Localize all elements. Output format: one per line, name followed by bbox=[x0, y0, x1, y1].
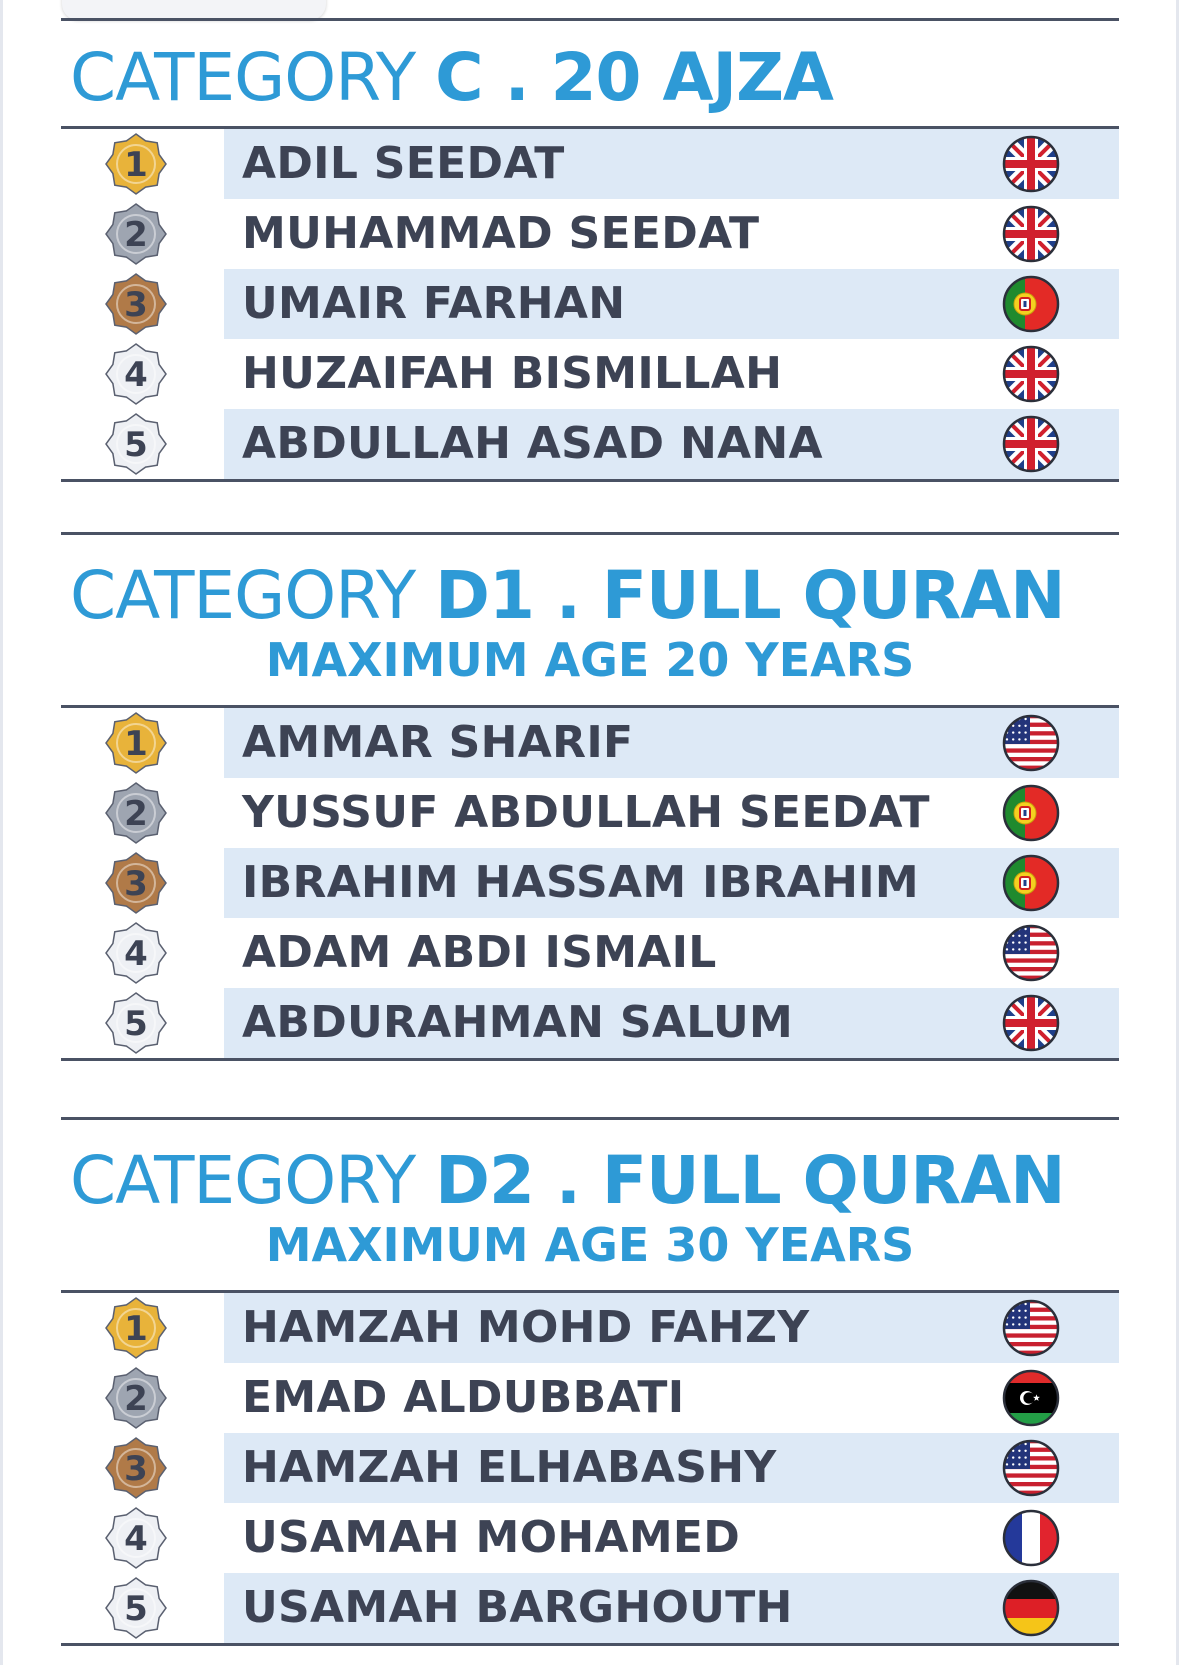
rank-1-medal-icon bbox=[105, 133, 167, 195]
rank-4-medal-icon bbox=[105, 1507, 167, 1569]
result-row bbox=[61, 918, 1119, 988]
united-kingdom-flag-icon bbox=[1002, 345, 1060, 403]
medal-rank-number: 5 bbox=[124, 425, 148, 465]
contestant-name: UMAIR FARHAN bbox=[242, 278, 626, 329]
section-top-rule bbox=[61, 1117, 1119, 1120]
results-bottom-rule bbox=[61, 479, 1119, 482]
contestant-name: IBRAHIM HASSAM IBRAHIM bbox=[242, 857, 919, 908]
category-title-label: CATEGORY bbox=[70, 557, 416, 634]
results-bottom-rule bbox=[61, 1643, 1119, 1646]
medal-rank-number: 3 bbox=[124, 1449, 148, 1489]
category-title bbox=[70, 1143, 1065, 1219]
result-row bbox=[61, 1363, 1119, 1433]
rank-5-medal-icon bbox=[105, 1577, 167, 1639]
medal-rank-number: 4 bbox=[124, 1519, 148, 1559]
germany-flag-icon bbox=[1002, 1579, 1060, 1637]
category-subtitle: MAXIMUM AGE 20 YEARS bbox=[265, 633, 915, 687]
category-title-label: CATEGORY bbox=[70, 1142, 416, 1219]
medal-rank-number: 5 bbox=[124, 1004, 148, 1044]
portugal-flag-icon bbox=[1002, 275, 1060, 333]
rank-3-medal-icon bbox=[105, 1437, 167, 1499]
portugal-flag-icon bbox=[1002, 854, 1060, 912]
section-top-rule bbox=[61, 532, 1119, 535]
rank-4-medal-icon bbox=[105, 922, 167, 984]
medal-rank-number: 4 bbox=[124, 934, 148, 974]
category-title-label: CATEGORY bbox=[70, 39, 416, 116]
united-states-flag-icon bbox=[1002, 1299, 1060, 1357]
medal-rank-number: 3 bbox=[124, 864, 148, 904]
rank-5-medal-icon bbox=[105, 992, 167, 1054]
results-list bbox=[61, 1293, 1119, 1643]
rank-1-medal-icon bbox=[105, 712, 167, 774]
result-row bbox=[61, 1503, 1119, 1573]
contestant-name: USAMAH BARGHOUTH bbox=[242, 1582, 793, 1633]
medal-rank-number: 2 bbox=[124, 1379, 148, 1419]
results-list bbox=[61, 129, 1119, 479]
contestant-name: EMAD ALDUBBATI bbox=[242, 1372, 685, 1423]
result-row bbox=[61, 778, 1119, 848]
united-kingdom-flag-icon bbox=[1002, 135, 1060, 193]
results-bottom-rule bbox=[61, 1058, 1119, 1061]
rank-3-medal-icon bbox=[105, 852, 167, 914]
category-title-name: C . 20 AJZA bbox=[435, 39, 834, 116]
result-row bbox=[61, 848, 1119, 918]
medal-rank-number: 1 bbox=[124, 1309, 148, 1349]
result-row bbox=[61, 129, 1119, 199]
united-kingdom-flag-icon bbox=[1002, 205, 1060, 263]
category-title-name: D2 . FULL QURAN bbox=[435, 1142, 1065, 1219]
libya-flag-icon bbox=[1002, 1369, 1060, 1427]
medal-rank-number: 3 bbox=[124, 285, 148, 325]
result-row bbox=[61, 269, 1119, 339]
medal-rank-number: 1 bbox=[124, 145, 148, 185]
result-row bbox=[61, 339, 1119, 409]
united-states-flag-icon bbox=[1002, 924, 1060, 982]
category-title-name: D1 . FULL QURAN bbox=[435, 557, 1065, 634]
contestant-name: USAMAH MOHAMED bbox=[242, 1512, 741, 1563]
contestant-name: ADAM ABDI ISMAIL bbox=[242, 927, 717, 978]
rank-2-medal-icon bbox=[105, 1367, 167, 1429]
contestant-name: YUSSUF ABDULLAH SEEDAT bbox=[242, 787, 930, 838]
rank-2-medal-icon bbox=[105, 782, 167, 844]
contestant-name: ABDURAHMAN SALUM bbox=[242, 997, 794, 1048]
medal-rank-number: 4 bbox=[124, 355, 148, 395]
france-flag-icon bbox=[1002, 1509, 1060, 1567]
united-states-flag-icon bbox=[1002, 714, 1060, 772]
rank-2-medal-icon bbox=[105, 203, 167, 265]
portugal-flag-icon bbox=[1002, 784, 1060, 842]
rank-4-medal-icon bbox=[105, 343, 167, 405]
united-states-flag-icon bbox=[1002, 1439, 1060, 1497]
medal-rank-number: 5 bbox=[124, 1589, 148, 1629]
contestant-name: HUZAIFAH BISMILLAH bbox=[242, 348, 783, 399]
contestant-name: ABDULLAH ASAD NANA bbox=[242, 418, 823, 469]
section-top-rule bbox=[61, 18, 1119, 21]
united-kingdom-flag-icon bbox=[1002, 994, 1060, 1052]
left-edge bbox=[0, 0, 3, 1665]
rank-5-medal-icon bbox=[105, 413, 167, 475]
contestant-name: AMMAR SHARIF bbox=[242, 717, 634, 768]
contestant-name: HAMZAH MOHD FAHZY bbox=[242, 1302, 810, 1353]
result-row bbox=[61, 1433, 1119, 1503]
result-row bbox=[61, 409, 1119, 479]
rank-1-medal-icon bbox=[105, 1297, 167, 1359]
united-kingdom-flag-icon bbox=[1002, 415, 1060, 473]
result-row bbox=[61, 1573, 1119, 1643]
top-card-tab bbox=[62, 0, 326, 20]
result-row bbox=[61, 1293, 1119, 1363]
category-title bbox=[70, 558, 1065, 634]
rank-3-medal-icon bbox=[105, 273, 167, 335]
contestant-name: HAMZAH ELHABASHY bbox=[242, 1442, 777, 1493]
medal-rank-number: 2 bbox=[124, 215, 148, 255]
results-list bbox=[61, 708, 1119, 1058]
medal-rank-number: 1 bbox=[124, 724, 148, 764]
result-row bbox=[61, 988, 1119, 1058]
medal-rank-number: 2 bbox=[124, 794, 148, 834]
contestant-name: MUHAMMAD SEEDAT bbox=[242, 208, 760, 259]
result-row bbox=[61, 199, 1119, 269]
category-title bbox=[70, 40, 833, 116]
contestant-name: ADIL SEEDAT bbox=[242, 138, 565, 189]
category-subtitle: MAXIMUM AGE 30 YEARS bbox=[265, 1218, 915, 1272]
result-row bbox=[61, 708, 1119, 778]
